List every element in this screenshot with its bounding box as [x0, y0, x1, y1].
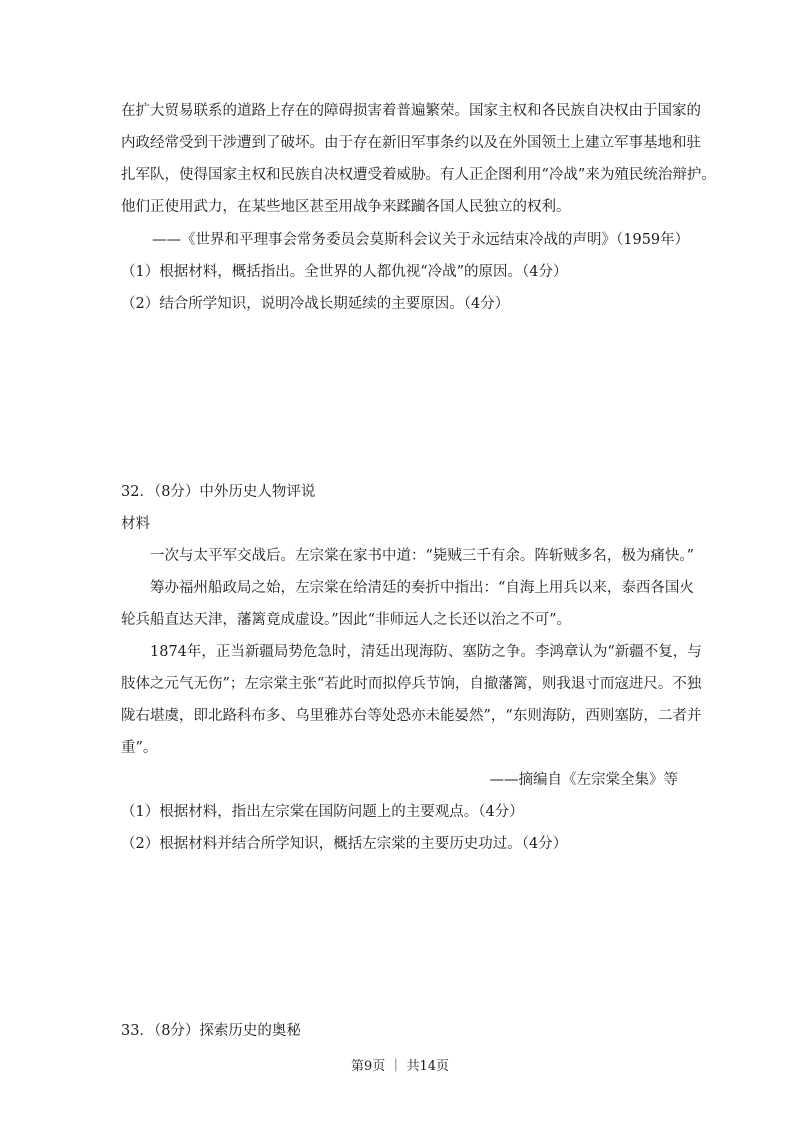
- question-32-title: 32．（8分）中外历史人物评说: [121, 484, 316, 500]
- question-32-2: （2）根据材料并结合所学知识，概括左宗棠的主要历史功过。（4分）: [121, 836, 568, 852]
- question-31-1: （1）根据材料，概括指出。全世界的人都仇视“冷战”的原因。（4分）: [121, 264, 568, 280]
- material-paragraph-3-line-4: 重”。: [121, 740, 158, 756]
- question-32-1: （1）根据材料，指出左宗棠在国防问题上的主要观点。（4分）: [121, 804, 524, 820]
- material-paragraph-2-line-2: 轮兵船直达天津，藩篱竟成虚设。”因此“非师远人之长还以治之不可”。: [121, 612, 571, 628]
- intro-line-3: 扎军队，使得国家主权和民族自决权遭受着威胁。有人正企图利用“冷战”来为殖民统治辩护。: [121, 167, 716, 183]
- material-paragraph-3-line-2: 肢体之元气无伤”；左宗棠主张“若此时而拟停兵节饷，自撤藩篱，则我退寸而寇进尺。不独: [121, 676, 702, 692]
- question-31-2: （2）结合所学知识，说明冷战长期延续的主要原因。（4分）: [121, 296, 510, 312]
- material-paragraph-1: 一次与太平军交战后。左宗棠在家书中道：“毙贼三千有余。阵斩贼多名，极为痛快。”: [150, 548, 695, 564]
- intro-line-1: 在扩大贸易联系的道路上存在的障碍损害着普遍繁荣。国家主权和各民族自决权由于国家的: [121, 103, 701, 119]
- material-paragraph-3-line-3: 陇右堪虞，即北路科布多、乌里雅苏台等处恐亦未能晏然”，“东则海防，西则塞防，二者并: [121, 708, 702, 724]
- material-source: ——摘编自《左宗棠全集》等: [489, 772, 678, 788]
- intro-line-4: 他们正使用武力，在某些地区甚至用战争来蹂躏各国人民独立的权利。: [121, 199, 571, 215]
- page-footer: 第9页 ｜ 共14页: [350, 1059, 450, 1074]
- intro-source: ——《世界和平理事会常务委员会莫斯科会议关于永远结束冷战的声明》（1959年）: [152, 232, 690, 248]
- question-33-title: 33．（8分）探索历史的奥秘: [121, 1023, 301, 1039]
- material-paragraph-3-line-1: 1874年，正当新疆局势危急时，清廷出现海防、塞防之争。李鸿章认为“新疆不复，与: [150, 644, 702, 660]
- material-paragraph-2-line-1: 筹办福州船政局之始，左宗棠在给清廷的奏折中指出：“自海上用兵以来，泰西各国火: [150, 580, 694, 596]
- material-label: 材料: [121, 516, 150, 532]
- intro-line-2: 内政经常受到干涉遭到了破坏。由于存在新旧军事条约以及在外国领土上建立军事基地和驻: [121, 135, 701, 151]
